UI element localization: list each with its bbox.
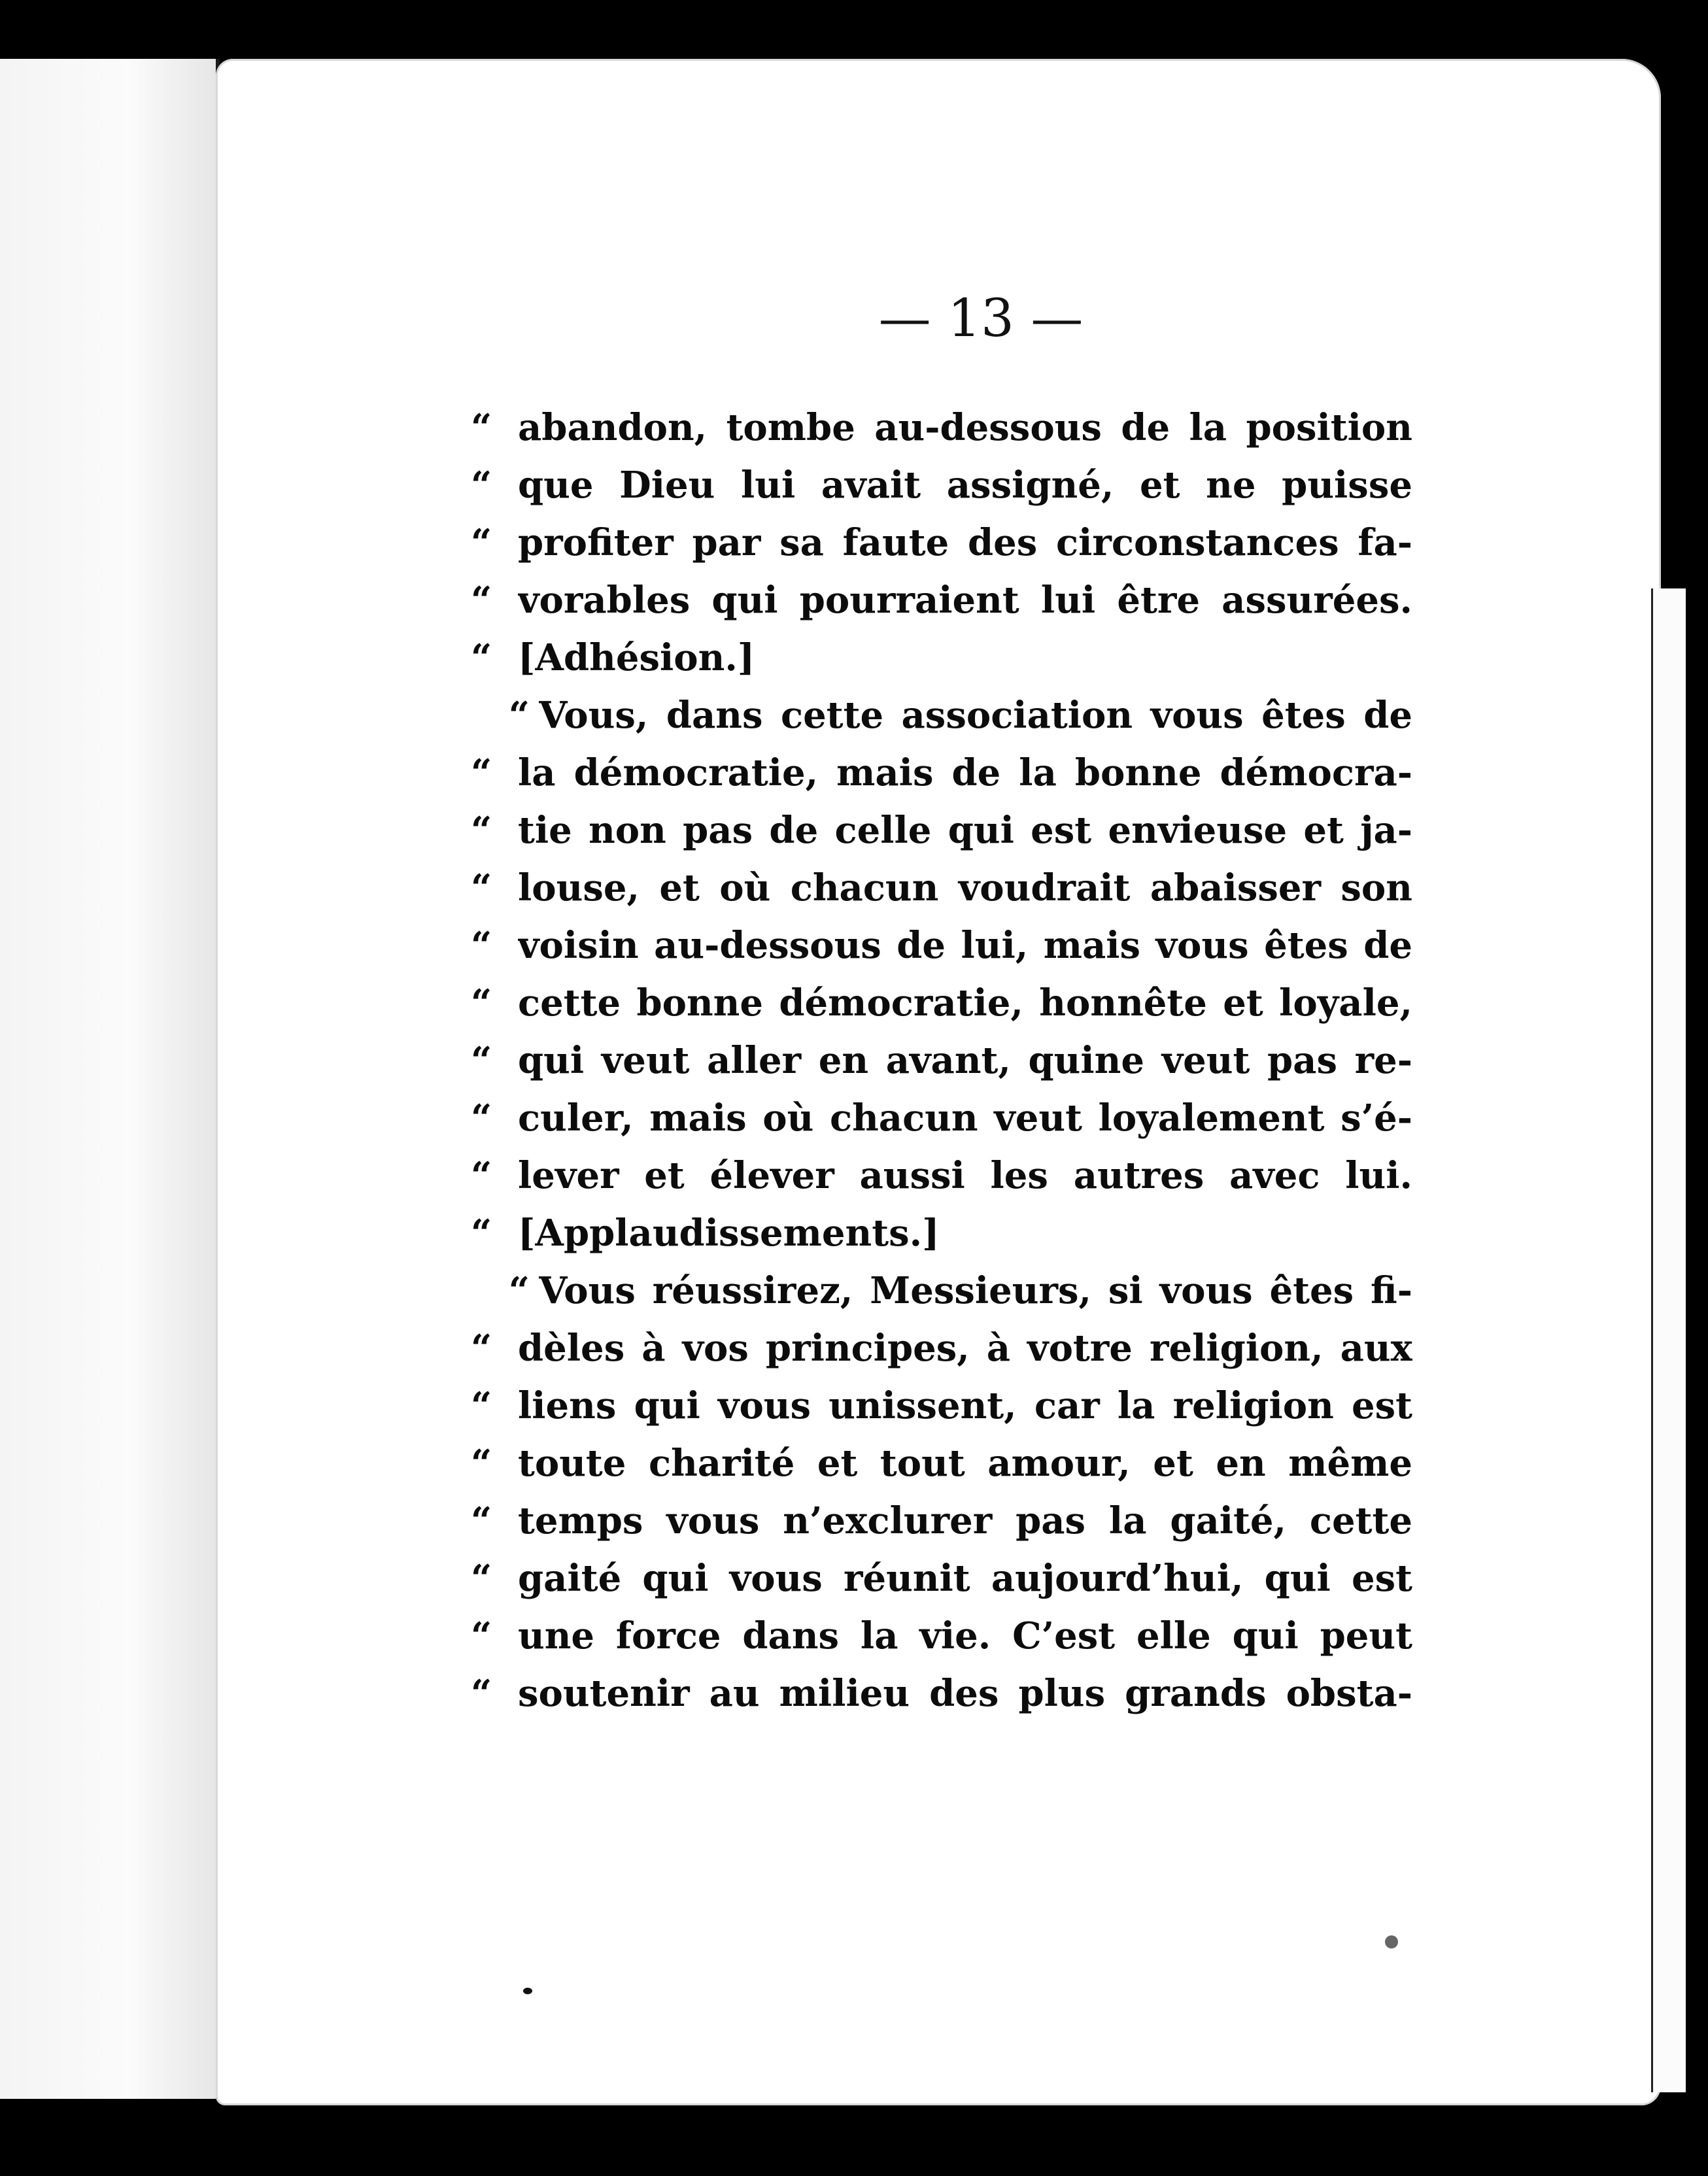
line-text: que Dieu lui avait assigné, et ne puisse: [518, 464, 1412, 507]
text-line: [471, 629, 1412, 687]
text-line: [471, 1147, 1412, 1204]
line-text: profiter par sa faute des circonstances fa-: [518, 521, 1412, 564]
line-text: gaité qui vous réunit aujourd’hui, qui est: [518, 1557, 1412, 1600]
text-line: [471, 456, 1412, 514]
quote-mark: “: [471, 579, 492, 622]
text-line: [471, 974, 1412, 1032]
line-text: toute charité et tout amour, et en même: [518, 1442, 1412, 1485]
previous-page-edge: [0, 59, 220, 2099]
line-text: dèles à vos principes, à votre religion, aux: [518, 1327, 1412, 1370]
quote-mark: “: [471, 1212, 492, 1255]
line-text: liens qui vous unissent, car la religion est: [518, 1384, 1412, 1427]
text-line: [471, 1665, 1412, 1722]
text-line: [471, 1435, 1412, 1492]
quote-mark: “: [471, 464, 492, 507]
text-line: [471, 917, 1412, 974]
text-line: [471, 1319, 1412, 1377]
quote-mark: “: [471, 1557, 492, 1600]
line-text: Vous réussirez, Messieurs, si vous êtes fi-: [539, 1269, 1412, 1312]
quote-mark: “: [471, 751, 492, 794]
line-text: abandon, tombe au-dessous de la position: [518, 406, 1412, 449]
quote-mark: “: [471, 1672, 492, 1715]
line-text: vorables qui pourraient lui être assurées.: [518, 579, 1412, 622]
text-line: [471, 744, 1412, 802]
page-number: — 13 —: [878, 288, 1084, 348]
next-page-edge: [1651, 588, 1686, 2092]
line-text: culer, mais où chacun veut loyalement s’é-: [518, 1096, 1412, 1140]
quote-mark: “: [471, 809, 492, 852]
quote-mark: “: [471, 1442, 492, 1485]
quote-mark: “: [471, 1039, 492, 1082]
quote-mark: “: [471, 1384, 492, 1427]
ink-speck: [1385, 1935, 1398, 1948]
text-line: [471, 399, 1412, 456]
text-line: [471, 1377, 1412, 1435]
line-text: [Applaudissements.]: [518, 1212, 940, 1255]
line-text: tie non pas de celle qui est envieuse et ja-: [518, 809, 1412, 852]
ink-speck: [523, 1988, 532, 1994]
quote-mark: “: [471, 981, 492, 1025]
line-text: qui veut aller en avant, quine veut pas re-: [518, 1039, 1412, 1082]
line-text: soutenir au milieu des plus grands obsta-: [518, 1672, 1412, 1715]
text-line: [471, 1089, 1412, 1147]
line-text: une force dans la vie. C’est elle qui peut: [518, 1614, 1412, 1658]
text-line: [471, 1262, 1412, 1319]
quote-mark: “: [471, 1614, 492, 1658]
text-line: [471, 802, 1412, 859]
text-line: [471, 1492, 1412, 1550]
text-line: [471, 1204, 1412, 1262]
line-text: voisin au-dessous de lui, mais vous êtes de: [518, 924, 1412, 967]
quote-mark: “: [471, 924, 492, 967]
text-line: [471, 1550, 1412, 1607]
line-text: louse, et où chacun voudrait abaisser son: [518, 866, 1412, 910]
quote-mark: “: [471, 1096, 492, 1140]
line-text: Vous, dans cette association vous êtes de: [539, 694, 1412, 737]
line-text: temps vous n’exclurer pas la gaité, cette: [518, 1499, 1412, 1542]
text-line: [471, 514, 1412, 571]
line-text: cette bonne démocratie, honnête et loyale,: [518, 981, 1412, 1025]
text-line: [471, 859, 1412, 917]
quote-mark: “: [508, 1269, 530, 1312]
text-line: [471, 687, 1412, 744]
quote-mark: “: [508, 694, 530, 737]
text-line: [471, 1032, 1412, 1089]
quote-mark: “: [471, 1327, 492, 1370]
body-text: [471, 399, 1412, 1722]
quote-mark: “: [471, 866, 492, 910]
previous-page-paper: [0, 59, 216, 2099]
line-text: la démocratie, mais de la bonne démocra-: [518, 751, 1412, 794]
text-line: [471, 571, 1412, 629]
quote-mark: “: [471, 1499, 492, 1542]
quote-mark: “: [471, 1154, 492, 1197]
quote-mark: “: [471, 406, 492, 449]
quote-mark: “: [471, 521, 492, 564]
line-text: lever et élever aussi les autres avec lui.: [518, 1154, 1412, 1197]
text-line: [471, 1607, 1412, 1665]
line-text: [Adhésion.]: [518, 636, 755, 679]
quote-mark: “: [471, 636, 492, 679]
